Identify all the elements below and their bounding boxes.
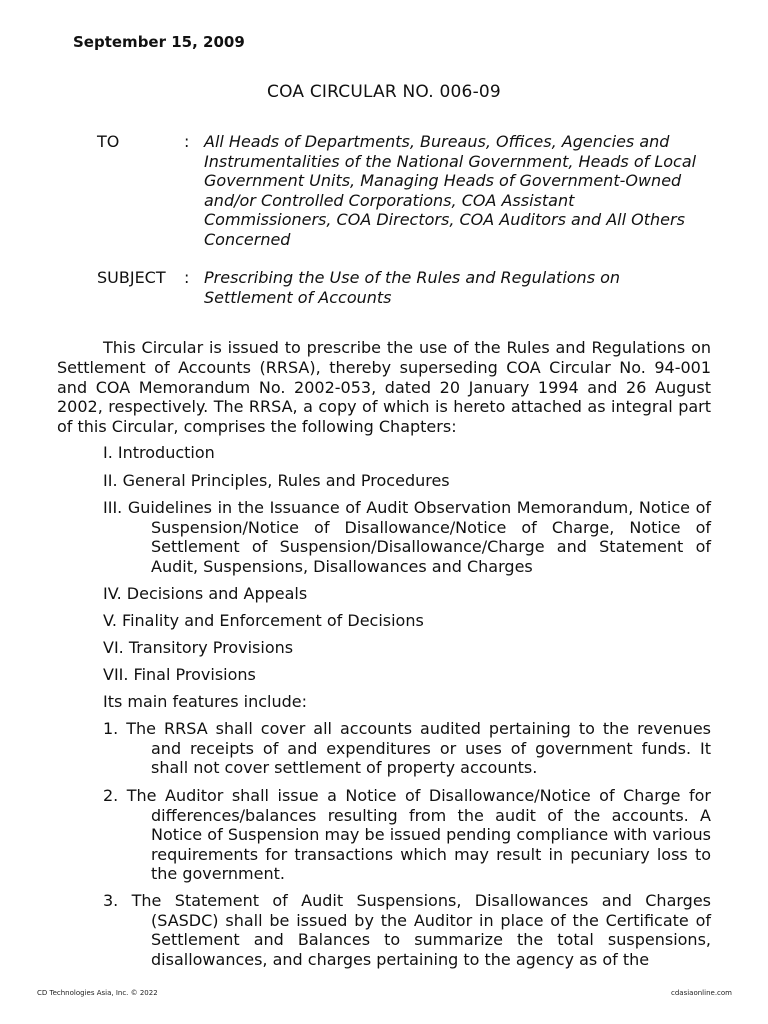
chapter-item: V. Finality and Enforcement of Decisions	[103, 611, 424, 630]
features-intro: Its main features include:	[103, 692, 308, 711]
document-date: September 15, 2009	[73, 33, 245, 51]
to-line: Commissioners, COA Directors, COA Auditors and All Others	[204, 210, 685, 230]
footer-copyright: CD Technologies Asia, Inc. © 2022	[37, 989, 158, 997]
to-colon: :	[184, 132, 190, 151]
feature-item: 2. The Auditor shall issue a Notice of Disallowance/Notice of Charge for differences/balances resulting from the audit of the accounts. A Notice of Suspension may be issued pending compliance with various requirements for transactions which may result in pecuniary loss to the government.	[103, 786, 711, 883]
intro-paragraph: This Circular is issued to prescribe the use of the Rules and Regulations on Settlement of Accounts (RRSA), thereby superseding COA Circular No. 94-001 and COA Memorandum No. 2002-053, dated 20 January 1994 and 26 August 2002, respectively. The RRSA, a copy of which is hereto attached as integral part of this Circular, comprises the following Chapters:	[57, 338, 711, 437]
feature-item: 1. The RRSA shall cover all accounts audited pertaining to the revenues and receipts of and expenditures or uses of government funds. It shall not cover settlement of property accounts.	[103, 719, 711, 777]
to-line: Concerned	[204, 229, 291, 249]
circular-title: COA CIRCULAR NO. 006-09	[267, 82, 501, 102]
feature-item: 3. The Statement of Audit Suspensions, Disallowances and Charges (SASDC) shall be issued by the Auditor in place of the Certificate of Settlement and Balances to summarize the total suspensions, disallowances, and charges pertaining to the agency as of the	[103, 891, 711, 969]
to-line: All Heads of Departments, Bureaus, Offices, Agencies and	[204, 132, 670, 151]
subject-line: Prescribing the Use of the Rules and Regulations on	[204, 268, 621, 287]
chapter-item: III. Guidelines in the Issuance of Audit Observation Memorandum, Notice of Suspension/Notice of Disallowance/Notice of Charge, Notice of Settlement of Suspension/Disallowance/Charge and Statement of Audit, Suspensions, Disallowances and Charges	[103, 498, 711, 576]
to-line: Instrumentalities of the National Government, Heads of Local	[204, 151, 697, 171]
chapter-item: VI. Transitory Provisions	[103, 638, 294, 657]
subject-text	[204, 268, 729, 307]
to-recipients	[204, 132, 729, 250]
to-label: TO	[97, 132, 120, 151]
to-line: Government Units, Managing Heads of Government-Owned	[204, 171, 682, 191]
chapter-item: IV. Decisions and Appeals	[103, 584, 308, 603]
chapter-item: I. Introduction	[103, 443, 215, 462]
subject-label: SUBJECT	[97, 268, 166, 287]
chapter-item: VII. Final Provisions	[103, 665, 256, 684]
chapter-item: II. General Principles, Rules and Procedures	[103, 471, 450, 490]
footer-site: cdasiaonline.com	[671, 989, 732, 997]
to-line: and/or Controlled Corporations, COA Assistant	[204, 190, 575, 210]
subject-line: Settlement of Accounts	[204, 287, 392, 307]
subject-colon: :	[184, 268, 190, 287]
